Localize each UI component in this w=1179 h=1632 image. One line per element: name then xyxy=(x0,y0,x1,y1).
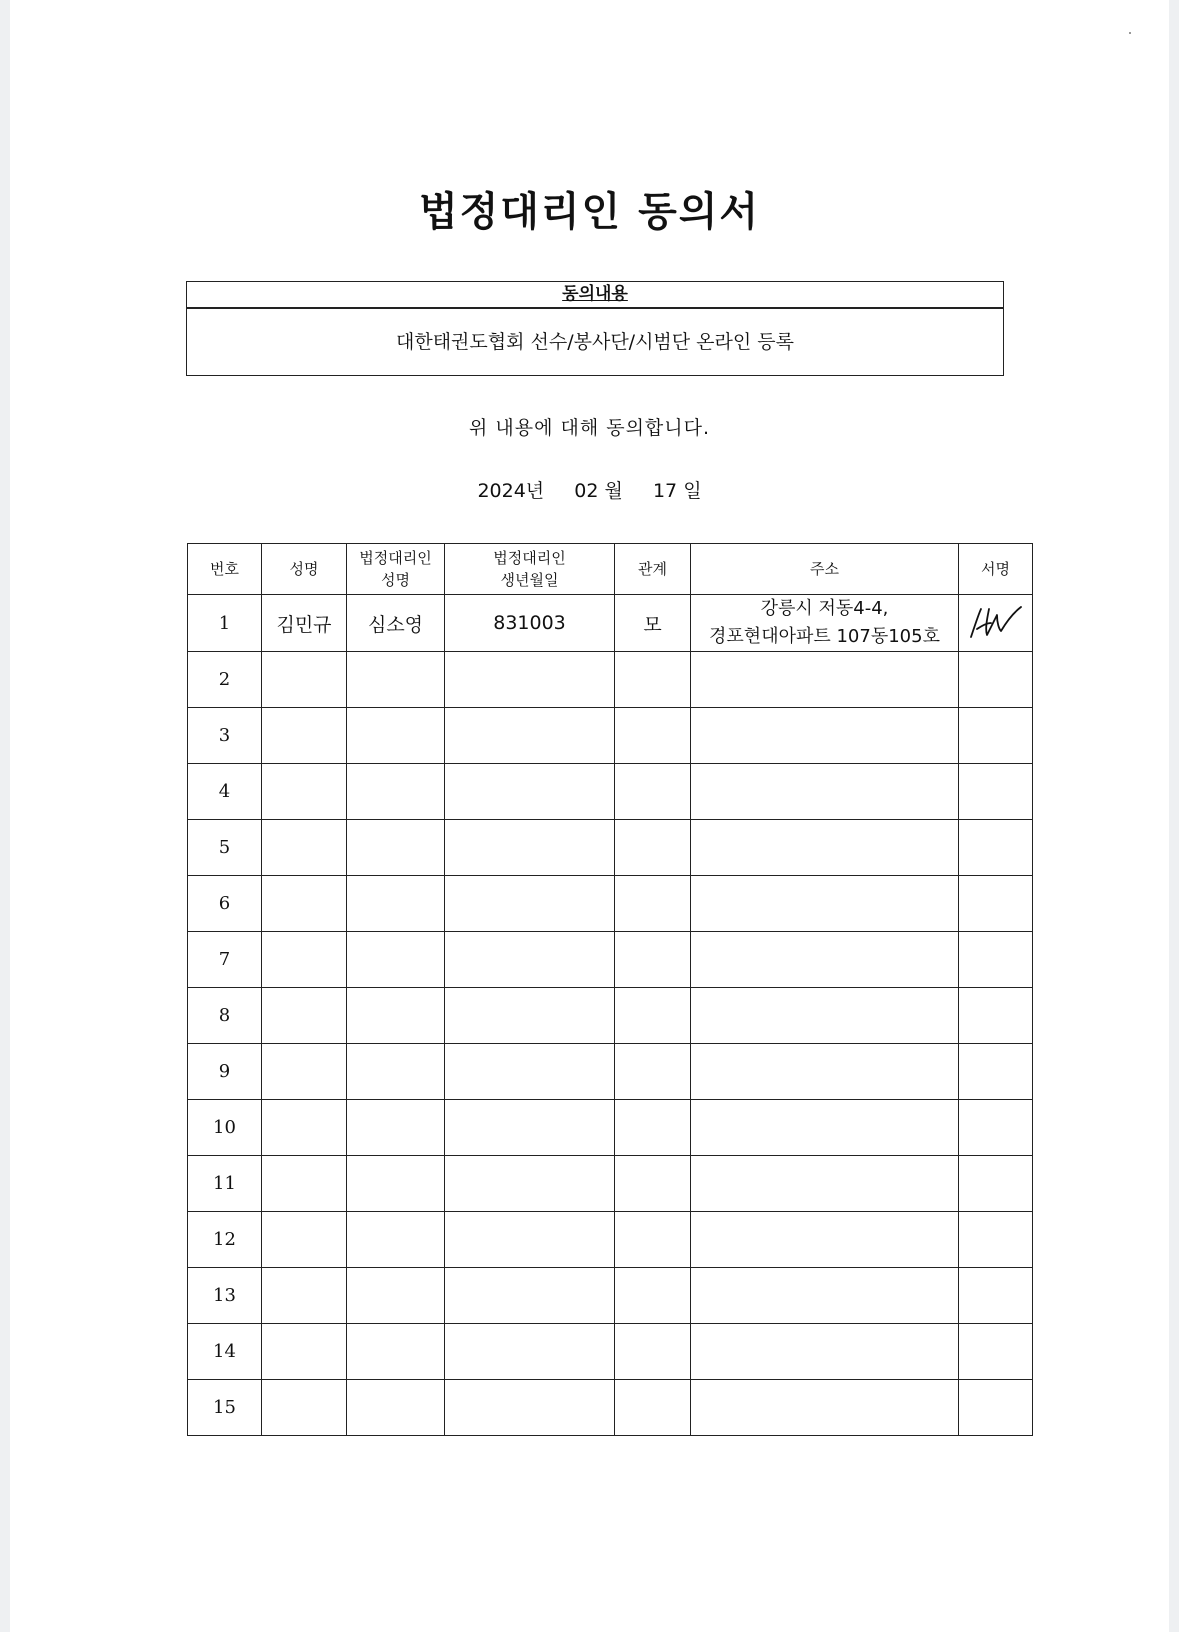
handwritten-signature xyxy=(965,601,1027,645)
cell-guardian-name xyxy=(347,1100,445,1156)
cell-guardian-birth xyxy=(445,988,615,1044)
consent-header-label: 동의내용 xyxy=(562,284,628,304)
table-row xyxy=(188,1268,1033,1324)
cell-guardian-birth xyxy=(445,1100,615,1156)
cell-guardian-birth xyxy=(445,1324,615,1380)
header-name: 성명 xyxy=(262,544,347,595)
table-row xyxy=(188,764,1033,820)
cell-signature xyxy=(959,595,1033,652)
table-row xyxy=(188,708,1033,764)
cell-no: 4 xyxy=(188,764,262,820)
cell-address xyxy=(691,1380,959,1436)
cell-address xyxy=(691,1324,959,1380)
cell-no: 6 xyxy=(188,876,262,932)
cell-signature xyxy=(959,932,1033,988)
cell-relation xyxy=(615,764,691,820)
cell-name xyxy=(262,708,347,764)
cell-no: 1 xyxy=(188,595,262,652)
cell-guardian-birth xyxy=(445,652,615,708)
cell-relation xyxy=(615,1044,691,1100)
cell-guardian-name xyxy=(347,932,445,988)
cell-guardian-birth xyxy=(445,932,615,988)
consent-header xyxy=(187,282,1003,309)
cell-address xyxy=(691,932,959,988)
cell-signature xyxy=(959,1156,1033,1212)
header-guardian-birth: 법정대리인 생년월일 xyxy=(445,544,615,595)
cell-no: 10 xyxy=(188,1100,262,1156)
cell-signature xyxy=(959,1268,1033,1324)
cell-address xyxy=(691,764,959,820)
cell-address xyxy=(691,820,959,876)
table-row xyxy=(188,1324,1033,1380)
cell-name: 김민규 xyxy=(262,595,347,652)
cell-name xyxy=(262,1268,347,1324)
cell-relation xyxy=(615,1268,691,1324)
table-row xyxy=(188,1212,1033,1268)
agreement-text: 위 내용에 대해 동의합니다. xyxy=(468,417,711,439)
cell-guardian-name xyxy=(347,708,445,764)
cell-name xyxy=(262,876,347,932)
consent-body: 대한태권도협회 선수/봉사단/시범단 온라인 등록 xyxy=(395,331,794,353)
cell-name xyxy=(262,764,347,820)
cell-address: 강릉시 저동4-4, 경포현대아파트 107동105호 xyxy=(691,595,959,652)
cell-name xyxy=(262,988,347,1044)
cell-relation xyxy=(615,820,691,876)
table-header-row xyxy=(188,544,1033,595)
cell-signature xyxy=(959,988,1033,1044)
cell-guardian-name xyxy=(347,876,445,932)
cell-guardian-birth xyxy=(445,876,615,932)
cell-guardian-birth xyxy=(445,1156,615,1212)
cell-address xyxy=(691,876,959,932)
cell-guardian-name xyxy=(347,1044,445,1100)
header-relation: 관계 xyxy=(615,544,691,595)
table-row xyxy=(188,1380,1033,1436)
cell-name xyxy=(262,1156,347,1212)
cell-name xyxy=(262,1100,347,1156)
date-year: 2024년 xyxy=(477,480,545,502)
cell-guardian-name xyxy=(347,1156,445,1212)
table-row xyxy=(188,595,1033,652)
cell-signature xyxy=(959,1380,1033,1436)
date-day: 17 xyxy=(652,480,678,502)
cell-signature xyxy=(959,764,1033,820)
table-row xyxy=(188,820,1033,876)
cell-relation xyxy=(615,932,691,988)
cell-no: 12 xyxy=(188,1212,262,1268)
date-day-unit: 일 xyxy=(683,480,702,502)
cell-name xyxy=(262,1044,347,1100)
cell-relation xyxy=(615,708,691,764)
cell-no: 8 xyxy=(188,988,262,1044)
cell-guardian-birth xyxy=(445,820,615,876)
cell-relation xyxy=(615,1100,691,1156)
cell-no: 7 xyxy=(188,932,262,988)
cell-relation xyxy=(615,988,691,1044)
cell-signature xyxy=(959,1324,1033,1380)
header-signature: 서명 xyxy=(959,544,1033,595)
cell-name xyxy=(262,1324,347,1380)
cell-guardian-name xyxy=(347,820,445,876)
table-row xyxy=(188,932,1033,988)
cell-name xyxy=(262,1380,347,1436)
cell-no: 11 xyxy=(188,1156,262,1212)
header-guardian-name: 법정대리인 성명 xyxy=(347,544,445,595)
cell-address xyxy=(691,988,959,1044)
cell-guardian-birth xyxy=(445,1044,615,1100)
cell-no: 14 xyxy=(188,1324,262,1380)
scan-speck xyxy=(1129,32,1131,34)
date-month: 02 xyxy=(574,480,599,502)
cell-guardian-birth: 831003 xyxy=(445,595,615,652)
cell-no: 9 xyxy=(188,1044,262,1100)
cell-name xyxy=(262,820,347,876)
header-no: 번호 xyxy=(188,544,262,595)
cell-signature xyxy=(959,820,1033,876)
cell-signature xyxy=(959,1044,1033,1100)
cell-address xyxy=(691,1044,959,1100)
cell-address xyxy=(691,1268,959,1324)
document-title: 법정대리인 동의서 xyxy=(418,189,761,235)
cell-address xyxy=(691,1156,959,1212)
cell-guardian-name xyxy=(347,652,445,708)
cell-guardian-birth xyxy=(445,708,615,764)
guardian-table xyxy=(187,543,1033,1436)
cell-guardian-birth xyxy=(445,1380,615,1436)
table-row xyxy=(188,1100,1033,1156)
cell-signature xyxy=(959,876,1033,932)
cell-address xyxy=(691,1212,959,1268)
cell-signature xyxy=(959,652,1033,708)
cell-relation: 모 xyxy=(615,595,691,652)
cell-relation xyxy=(615,876,691,932)
cell-address xyxy=(691,1100,959,1156)
cell-guardian-birth xyxy=(445,1268,615,1324)
cell-relation xyxy=(615,652,691,708)
cell-address xyxy=(691,652,959,708)
table-row xyxy=(188,876,1033,932)
cell-guardian-birth xyxy=(445,1212,615,1268)
date-month-unit: 월 xyxy=(604,480,623,502)
cell-signature xyxy=(959,1100,1033,1156)
cell-relation xyxy=(615,1324,691,1380)
consent-box xyxy=(186,281,1004,376)
cell-guardian-birth xyxy=(445,764,615,820)
cell-guardian-name xyxy=(347,764,445,820)
cell-guardian-name: 심소영 xyxy=(347,595,445,652)
cell-relation xyxy=(615,1212,691,1268)
cell-guardian-name xyxy=(347,1380,445,1436)
cell-name xyxy=(262,932,347,988)
table-row xyxy=(188,988,1033,1044)
table-row xyxy=(188,1044,1033,1100)
cell-no: 13 xyxy=(188,1268,262,1324)
cell-no: 2 xyxy=(188,652,262,708)
cell-signature xyxy=(959,708,1033,764)
date-line xyxy=(0,476,1179,503)
cell-guardian-name xyxy=(347,1324,445,1380)
cell-no: 5 xyxy=(188,820,262,876)
cell-no: 3 xyxy=(188,708,262,764)
table-row xyxy=(188,652,1033,708)
cell-no: 15 xyxy=(188,1380,262,1436)
cell-guardian-name xyxy=(347,988,445,1044)
cell-relation xyxy=(615,1156,691,1212)
cell-guardian-name xyxy=(347,1212,445,1268)
cell-address xyxy=(691,708,959,764)
table-row xyxy=(188,1156,1033,1212)
cell-name xyxy=(262,1212,347,1268)
cell-signature xyxy=(959,1212,1033,1268)
cell-relation xyxy=(615,1380,691,1436)
cell-name xyxy=(262,652,347,708)
header-address: 주소 xyxy=(691,544,959,595)
cell-guardian-name xyxy=(347,1268,445,1324)
